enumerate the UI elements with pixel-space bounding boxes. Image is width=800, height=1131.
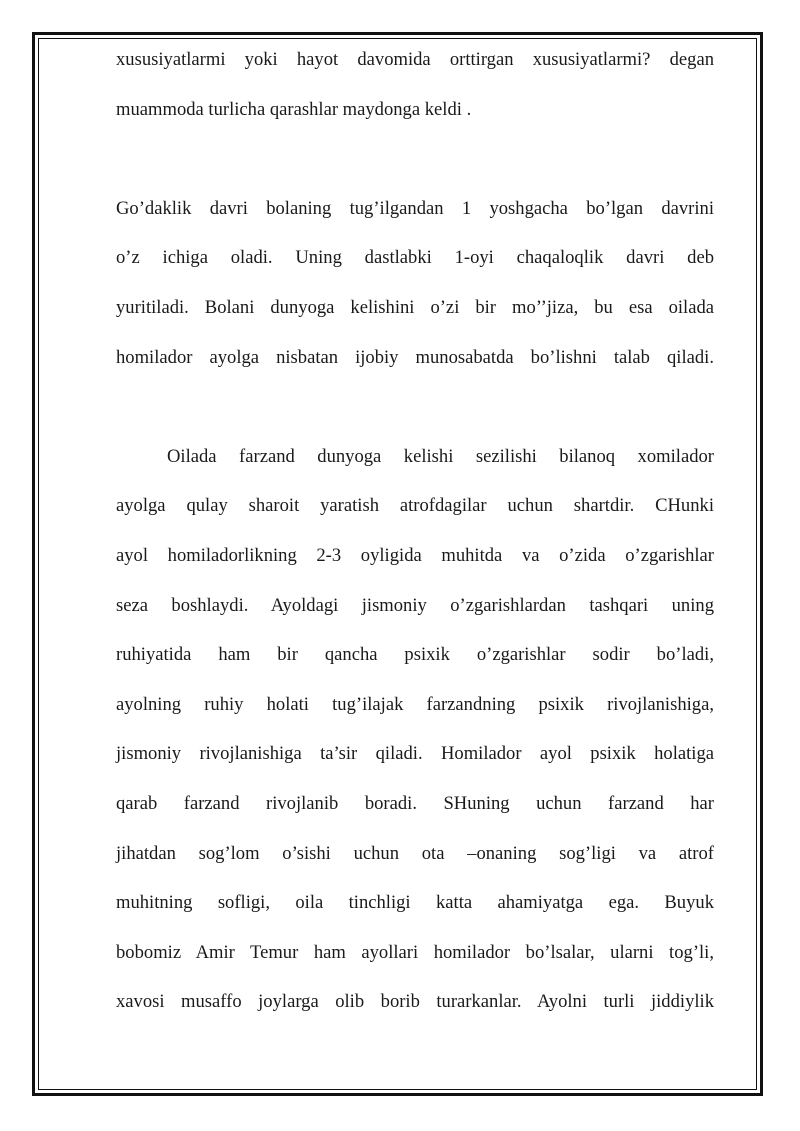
- text-line: ayolning ruhiy holati tug’ilajak farzandning psixik rivojlanishiga,: [116, 693, 714, 715]
- text-line: muammoda turlicha qarashlar maydonga keldi .: [116, 98, 472, 120]
- paragraph-gap: [116, 139, 714, 189]
- text-line: ruhiyatida ham bir qancha psixik o’zgarishlar sodir bo’ladi,: [116, 644, 714, 666]
- text-line: jihatdan sog’lom o’sishi uchun ota –onaning sog’ligi va atrof: [116, 842, 714, 864]
- text-line: jismoniy rivojlanishiga ta’sir qiladi. Homilador ayol psixik holatiga: [116, 743, 714, 765]
- paragraph: [116, 437, 714, 1032]
- text-line: xususiyatlarmi yoki hayot davomida orttirgan xususiyatlarmi? degan: [116, 49, 714, 70]
- text-line: qarab farzand rivojlanib boradi. SHuning uchun farzand har: [116, 792, 714, 814]
- text-line: seza boshlaydi. Ayoldagi jismoniy o’zgarishlardan tashqari uning: [116, 594, 714, 616]
- text-line: bobomiz Amir Temur ham ayollari homilador bo’lsalar, ularni tog’li,: [116, 941, 714, 963]
- text-line: Go’daklik davri bolaning tug’ilgandan 1 yoshgacha bo’lgan davrini: [116, 197, 714, 219]
- text-line: Oilada farzand dunyoga kelishi sezilishi bilanoq xomilador: [167, 445, 714, 467]
- paragraph: [116, 40, 714, 139]
- text-line: o’z ichiga oladi. Uning dastlabki 1-oyi chaqaloqlik davri deb: [116, 247, 714, 269]
- text-line: xavosi musaffo joylarga olib borib turarkanlar. Ayolni turli jiddiylik: [116, 991, 714, 1013]
- text-line: muhitning sofligi, oila tinchligi katta ahamiyatga ega. Buyuk: [116, 892, 714, 914]
- text-line: homilador ayolga nisbatan ijobiy munosabatda bo’lishni talab qiladi.: [116, 346, 714, 368]
- text-line: yuritiladi. Bolani dunyoga kelishini o’zi bir mo’’jiza, bu esa oilada: [116, 296, 714, 318]
- paragraph: [116, 189, 714, 387]
- document-body: [116, 40, 714, 1032]
- text-line: ayolga qulay sharoit yaratish atrofdagilar uchun shartdir. CHunki: [116, 495, 714, 517]
- text-line: ayol homiladorlikning 2-3 oyligida muhitda va o’zida o’zgarishlar: [116, 544, 714, 566]
- paragraph-gap: [116, 387, 714, 437]
